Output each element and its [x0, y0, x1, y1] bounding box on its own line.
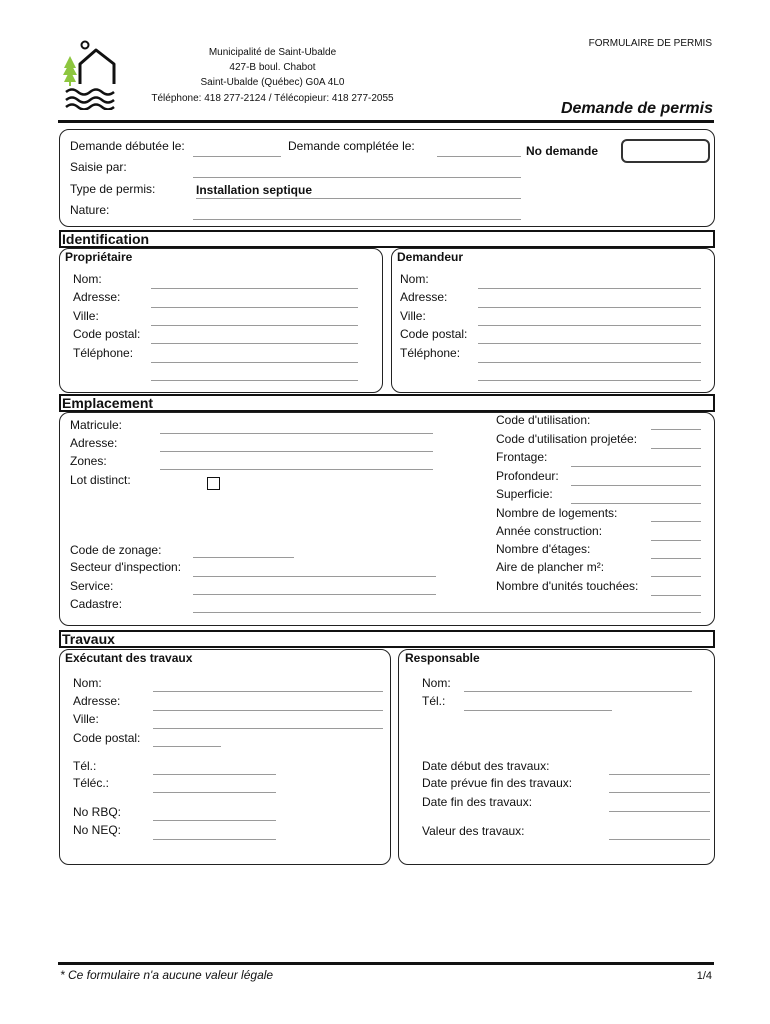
units-label: Nombre d'unités touchées:: [496, 579, 639, 593]
planned-use-label: Code d'utilisation projetée:: [496, 432, 638, 446]
nature-label: Nature:: [70, 203, 110, 217]
start-date-input[interactable]: [609, 774, 710, 775]
floors-input[interactable]: [651, 558, 701, 559]
depth-label: Profondeur:: [496, 469, 559, 483]
identification-title: Identification: [62, 231, 150, 247]
municipality-name: Municipalité de Saint-Ubalde: [208, 47, 337, 58]
location-bar: [59, 394, 715, 412]
matricule-label: Matricule:: [70, 418, 123, 432]
request-number-label: No demande: [526, 144, 599, 158]
entered-by-label: Saisie par:: [70, 160, 127, 174]
executor-rbq-label: No RBQ:: [73, 805, 122, 819]
applicant-postal-input[interactable]: [478, 343, 701, 344]
owner-phone-input[interactable]: [151, 362, 358, 363]
executor-fax-input[interactable]: [153, 792, 276, 793]
lot-checkbox[interactable]: [207, 477, 220, 490]
executor-postal-label: Code postal:: [73, 731, 141, 745]
completed-label: Demande complétée le:: [288, 139, 415, 153]
executor-neq-label: No NEQ:: [73, 823, 122, 837]
owner-postal-label: Code postal:: [73, 327, 141, 341]
request-number-input[interactable]: [621, 139, 710, 163]
applicant-address-input[interactable]: [478, 307, 701, 308]
municipality-city: Saint-Ubalde (Québec) G0A 4L0: [200, 77, 345, 88]
zones-label: Zones:: [70, 454, 107, 468]
owner-address-label: Adresse:: [73, 290, 121, 304]
municipality-address: 427-B boul. Chabot: [229, 62, 316, 73]
owner-phone-label: Téléphone:: [73, 346, 134, 360]
works-value-input[interactable]: [609, 839, 710, 840]
owner-name-label: Nom:: [73, 272, 102, 286]
end-date-input[interactable]: [609, 811, 710, 812]
applicant-name-input[interactable]: [478, 288, 701, 289]
applicant-box: [391, 248, 715, 393]
units-input[interactable]: [651, 595, 701, 596]
form-label: FORMULAIRE DE PERMIS: [588, 38, 712, 49]
cadastre-label: Cadastre:: [70, 597, 123, 611]
house-trees-waves-icon: [58, 40, 120, 110]
cadastre-input[interactable]: [193, 612, 701, 613]
responsible-title: Responsable: [405, 651, 480, 665]
floor-area-label: Aire de plancher m²:: [496, 560, 605, 574]
executor-name-label: Nom:: [73, 676, 102, 690]
started-input[interactable]: [193, 142, 281, 157]
inspection-input[interactable]: [193, 576, 436, 577]
owner-title: Propriétaire: [65, 250, 133, 264]
works-title: Travaux: [62, 631, 115, 647]
location-address-label: Adresse:: [70, 436, 118, 450]
nature-input-line: [193, 219, 521, 220]
location-address-input[interactable]: [160, 451, 433, 452]
applicant-name-label: Nom:: [400, 272, 429, 286]
executor-address-input[interactable]: [153, 710, 383, 711]
lot-label: Lot distinct:: [70, 473, 131, 487]
year-label: Année construction:: [496, 524, 603, 538]
area-label: Superficie:: [496, 487, 553, 501]
year-input[interactable]: [651, 540, 701, 541]
applicant-address-label: Adresse:: [400, 290, 448, 304]
applicant-phone-input[interactable]: [478, 362, 701, 363]
executor-rbq-input[interactable]: [153, 820, 276, 821]
frontage-label: Frontage:: [496, 450, 548, 464]
executor-phone-input[interactable]: [153, 774, 276, 775]
entered-by-input[interactable]: [193, 163, 521, 178]
owner-address-input[interactable]: [151, 307, 358, 308]
applicant-title: Demandeur: [397, 250, 464, 264]
planned-use-input[interactable]: [651, 448, 701, 449]
page-number: 1/4: [696, 970, 712, 982]
footer-rule: [58, 962, 714, 965]
zoning-label: Code de zonage:: [70, 543, 162, 557]
legal-note: * Ce formulaire n'a aucune valeur légale: [60, 968, 274, 982]
permit-type-input[interactable]: Installation septique: [196, 183, 521, 199]
applicant-phone2-input[interactable]: [478, 380, 701, 381]
owner-phone2-input[interactable]: [151, 380, 358, 381]
permit-type-label: Type de permis:: [70, 182, 156, 196]
nature-input[interactable]: [193, 205, 521, 220]
page-title: Demande de permis: [560, 100, 713, 117]
responsible-name-label: Nom:: [422, 676, 451, 690]
works-bar: [59, 630, 715, 648]
executor-postal-input[interactable]: [153, 746, 221, 747]
start-date-label: Date début des travaux:: [422, 759, 550, 773]
frontage-input[interactable]: [571, 466, 701, 467]
zones-input[interactable]: [160, 469, 433, 470]
zoning-input[interactable]: [193, 557, 294, 558]
applicant-city-input[interactable]: [478, 325, 701, 326]
responsible-name-input[interactable]: [464, 691, 692, 692]
floors-label: Nombre d'étages:: [496, 542, 591, 556]
owner-postal-input[interactable]: [151, 343, 358, 344]
title-rule: [58, 120, 714, 123]
service-label: Service:: [70, 579, 114, 593]
identification-bar: [59, 230, 715, 248]
owner-city-label: Ville:: [73, 309, 99, 323]
executor-title: Exécutant des travaux: [65, 651, 193, 665]
end-date-label: Date fin des travaux:: [422, 795, 533, 809]
housing-input[interactable]: [651, 521, 701, 522]
executor-neq-input[interactable]: [153, 839, 276, 840]
applicant-city-label: Ville:: [400, 309, 426, 323]
area-input[interactable]: [571, 503, 701, 504]
owner-city-input[interactable]: [151, 325, 358, 326]
owner-name-input[interactable]: [151, 288, 358, 289]
use-code-label: Code d'utilisation:: [496, 413, 591, 427]
responsible-phone-input[interactable]: [464, 710, 612, 711]
applicant-phone-label: Téléphone:: [400, 346, 461, 360]
municipality-phone: Téléphone: 418 277-2124 / Télécopieur: 418 277-2055: [151, 93, 394, 104]
depth-input[interactable]: [571, 485, 701, 486]
executor-address-label: Adresse:: [73, 694, 121, 708]
location-title: Emplacement: [62, 395, 154, 411]
executor-phone-label: Tél.:: [73, 759, 97, 773]
inspection-label: Secteur d'inspection:: [70, 560, 182, 574]
executor-city-input[interactable]: [153, 728, 383, 729]
planned-end-label: Date prévue fin des travaux:: [422, 776, 573, 790]
municipality-logo: [58, 40, 120, 110]
floor-area-input[interactable]: [651, 576, 701, 577]
planned-end-input[interactable]: [609, 792, 710, 793]
matricule-input[interactable]: [160, 433, 433, 434]
works-value-label: Valeur des travaux:: [422, 824, 525, 838]
responsible-phone-label: Tél.:: [422, 694, 446, 708]
owner-box: [59, 248, 383, 393]
use-code-input[interactable]: [651, 429, 701, 430]
executor-name-input[interactable]: [153, 691, 383, 692]
completed-input[interactable]: [437, 142, 521, 157]
started-label: Demande débutée le:: [70, 139, 185, 153]
executor-fax-label: Téléc.:: [73, 776, 110, 790]
housing-label: Nombre de logements:: [496, 506, 618, 520]
service-input[interactable]: [193, 594, 436, 595]
executor-city-label: Ville:: [73, 712, 99, 726]
applicant-postal-label: Code postal:: [400, 327, 468, 341]
